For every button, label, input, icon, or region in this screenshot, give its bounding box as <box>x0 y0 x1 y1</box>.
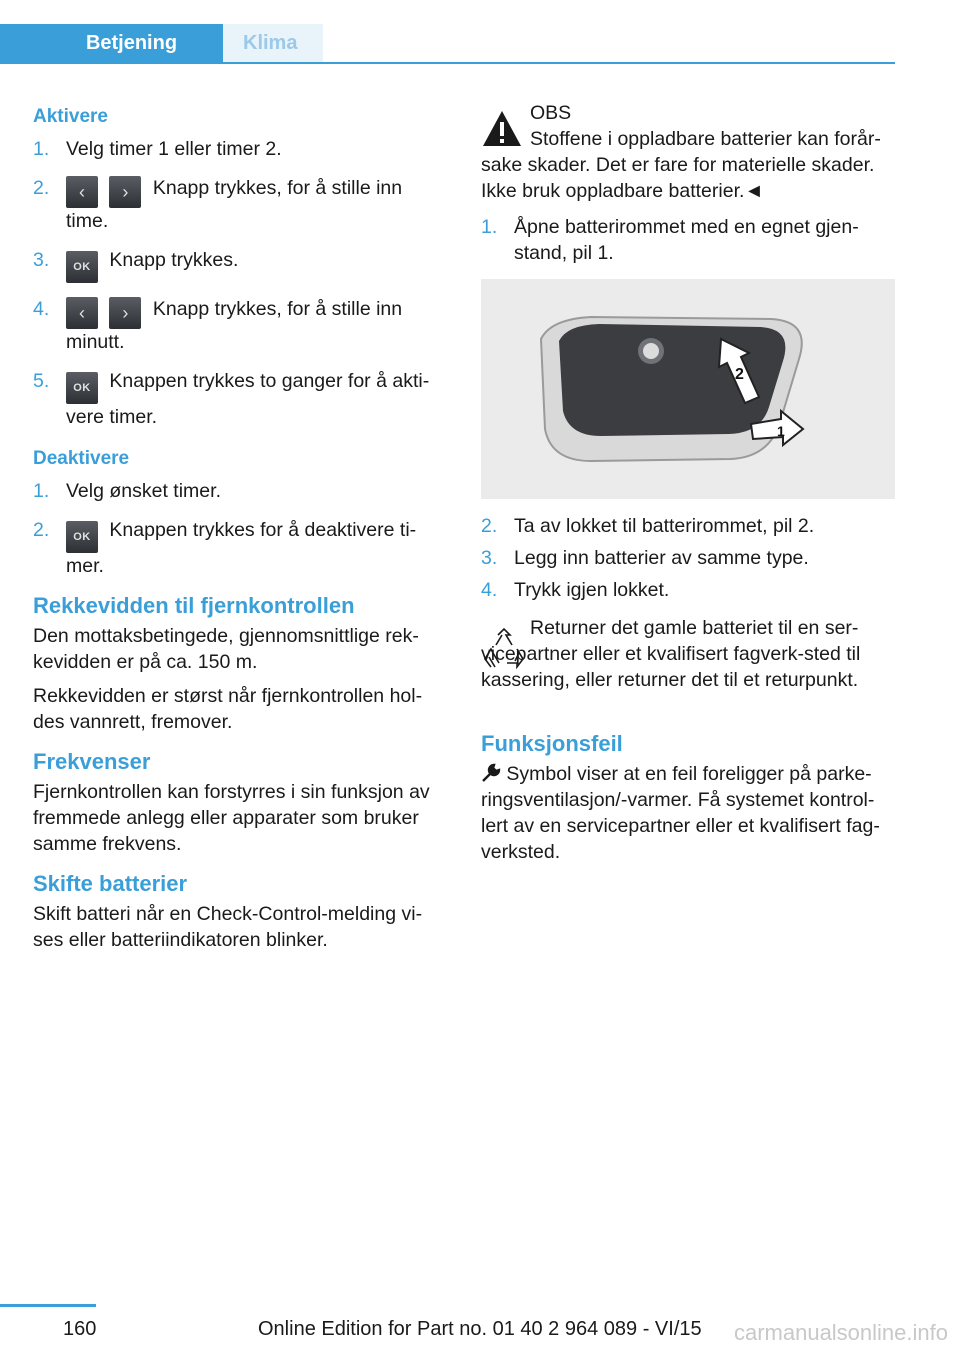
list-item <box>481 513 895 539</box>
step-number: 2. <box>33 519 50 541</box>
step-text: Velg ønsket timer. <box>66 480 221 502</box>
warning-triangle-icon <box>481 108 523 150</box>
key-fob-illustration <box>481 279 895 499</box>
right-arrow-button-icon: › <box>109 297 141 329</box>
step-text: Ta av lokket til batterirommet, pil 2. <box>514 515 815 537</box>
arrow-1-label: 1 <box>777 423 785 439</box>
activate-steps <box>33 136 443 430</box>
step-text: Knapp trykkes, for å stille inn time. <box>66 177 403 232</box>
step-text: Åpne batterirommet med en egnet gjen‐stand, pil 1. <box>514 216 859 264</box>
frequency-heading: Frekvenser <box>33 749 151 774</box>
footer-rule <box>0 1304 96 1307</box>
fault-heading: Funksjonsfeil <box>481 731 623 756</box>
list-item <box>481 577 895 603</box>
top-bar <box>0 0 895 64</box>
step-text: Knappen trykkes to ganger for å akti‐vere timer. <box>66 370 430 428</box>
battery-steps-b <box>481 513 895 603</box>
key-fob-image <box>481 279 895 499</box>
step-text: Knappen trykkes for å deaktivere ti‐mer. <box>66 519 417 577</box>
range-paragraph-1: Den mottaksbetingede, gjennomsnittlige rek‐kevidden er på ca. 150 m. <box>33 625 419 673</box>
edition-text: Online Edition for Part no. 01 40 2 964 089 - VI/15 <box>258 1318 702 1340</box>
page-number: 160 <box>63 1318 97 1340</box>
step-text: Legg inn batterier av samme type. <box>514 547 809 569</box>
fault-paragraph <box>481 761 895 865</box>
step-text: Knapp trykkes, for å stille inn minutt. <box>66 298 403 353</box>
warning-text: Stoffene i oppladbare batterier kan forår‐sake skader. Det er fare for materielle skader. Ikke bruk oppladbare batterier.◄ <box>481 128 881 202</box>
right-column <box>481 100 895 873</box>
battery-steps-a <box>481 214 895 266</box>
recycle-text: Returner det gamle batteriet til en ser‐vicepartner eller et kvalifisert fagverk‐sted til kassering, eller returner det til et returpunkt. <box>481 617 861 691</box>
left-arrow-button-icon: ‹ <box>66 176 98 208</box>
list-item <box>33 296 443 355</box>
right-arrow-button-icon: › <box>109 176 141 208</box>
list-item <box>33 175 443 234</box>
step-number: 4. <box>33 298 50 320</box>
deactivate-subheading: Deaktivere <box>33 448 130 469</box>
left-column <box>33 100 443 961</box>
ok-button-icon: OK <box>66 372 98 404</box>
list-item <box>33 478 443 504</box>
step-number: 1. <box>481 216 498 238</box>
step-text: Velg timer 1 eller timer 2. <box>66 138 282 160</box>
step-number: 3. <box>33 249 50 271</box>
fault-text: Symbol viser at en feil foreligger på parke‐ringsventilasjon/-varmer. Få systemet kontrol‐lert av en servicepartner eller et kvalifisert fag‐verksted. <box>481 763 880 863</box>
step-number: 2. <box>481 515 498 537</box>
list-item <box>481 545 895 571</box>
arrow-2-label: 2 <box>735 366 744 383</box>
frequency-paragraph: Fjernkontrollen kan forstyrres i sin funksjon av fremmede anlegg eller apparater som bruker samme frekvens. <box>33 781 430 855</box>
warning-notice <box>481 100 895 204</box>
step-number: 3. <box>481 547 498 569</box>
left-arrow-button-icon: ‹ <box>66 297 98 329</box>
ok-button-icon: OK <box>66 251 98 283</box>
tab-klima[interactable]: Klima <box>223 24 323 62</box>
activate-subheading: Aktivere <box>33 106 108 127</box>
range-paragraph-2: Rekkevidden er størst når fjernkontrollen hol‐des vannrett, fremover. <box>33 685 423 733</box>
deactivate-steps <box>33 478 443 579</box>
watermark: carmanualsonline.info <box>733 1320 948 1345</box>
battery-heading: Skifte batterier <box>33 871 188 896</box>
list-item <box>33 517 443 579</box>
step-text: Trykk igjen lokket. <box>514 579 670 601</box>
step-text: Knapp trykkes. <box>109 249 239 271</box>
list-item <box>481 214 895 266</box>
step-number: 1. <box>33 480 50 502</box>
wrench-icon <box>481 763 501 783</box>
step-number: 4. <box>481 579 498 601</box>
list-item <box>33 247 443 283</box>
warning-title: OBS <box>530 102 572 124</box>
list-item <box>33 136 443 162</box>
list-item <box>33 368 443 430</box>
recycle-notice <box>481 615 895 705</box>
range-heading: Rekkevidden til fjernkontrollen <box>33 593 355 618</box>
tab-betjening[interactable]: Betjening <box>0 24 223 62</box>
ok-button-icon: OK <box>66 521 98 553</box>
recycle-icon <box>481 627 527 673</box>
battery-paragraph: Skift batteri når en Check-Control-melding vi‐ses eller batteriindikatoren blinker. <box>33 903 423 951</box>
step-number: 1. <box>33 138 50 160</box>
step-number: 2. <box>33 177 50 199</box>
step-number: 5. <box>33 370 50 392</box>
